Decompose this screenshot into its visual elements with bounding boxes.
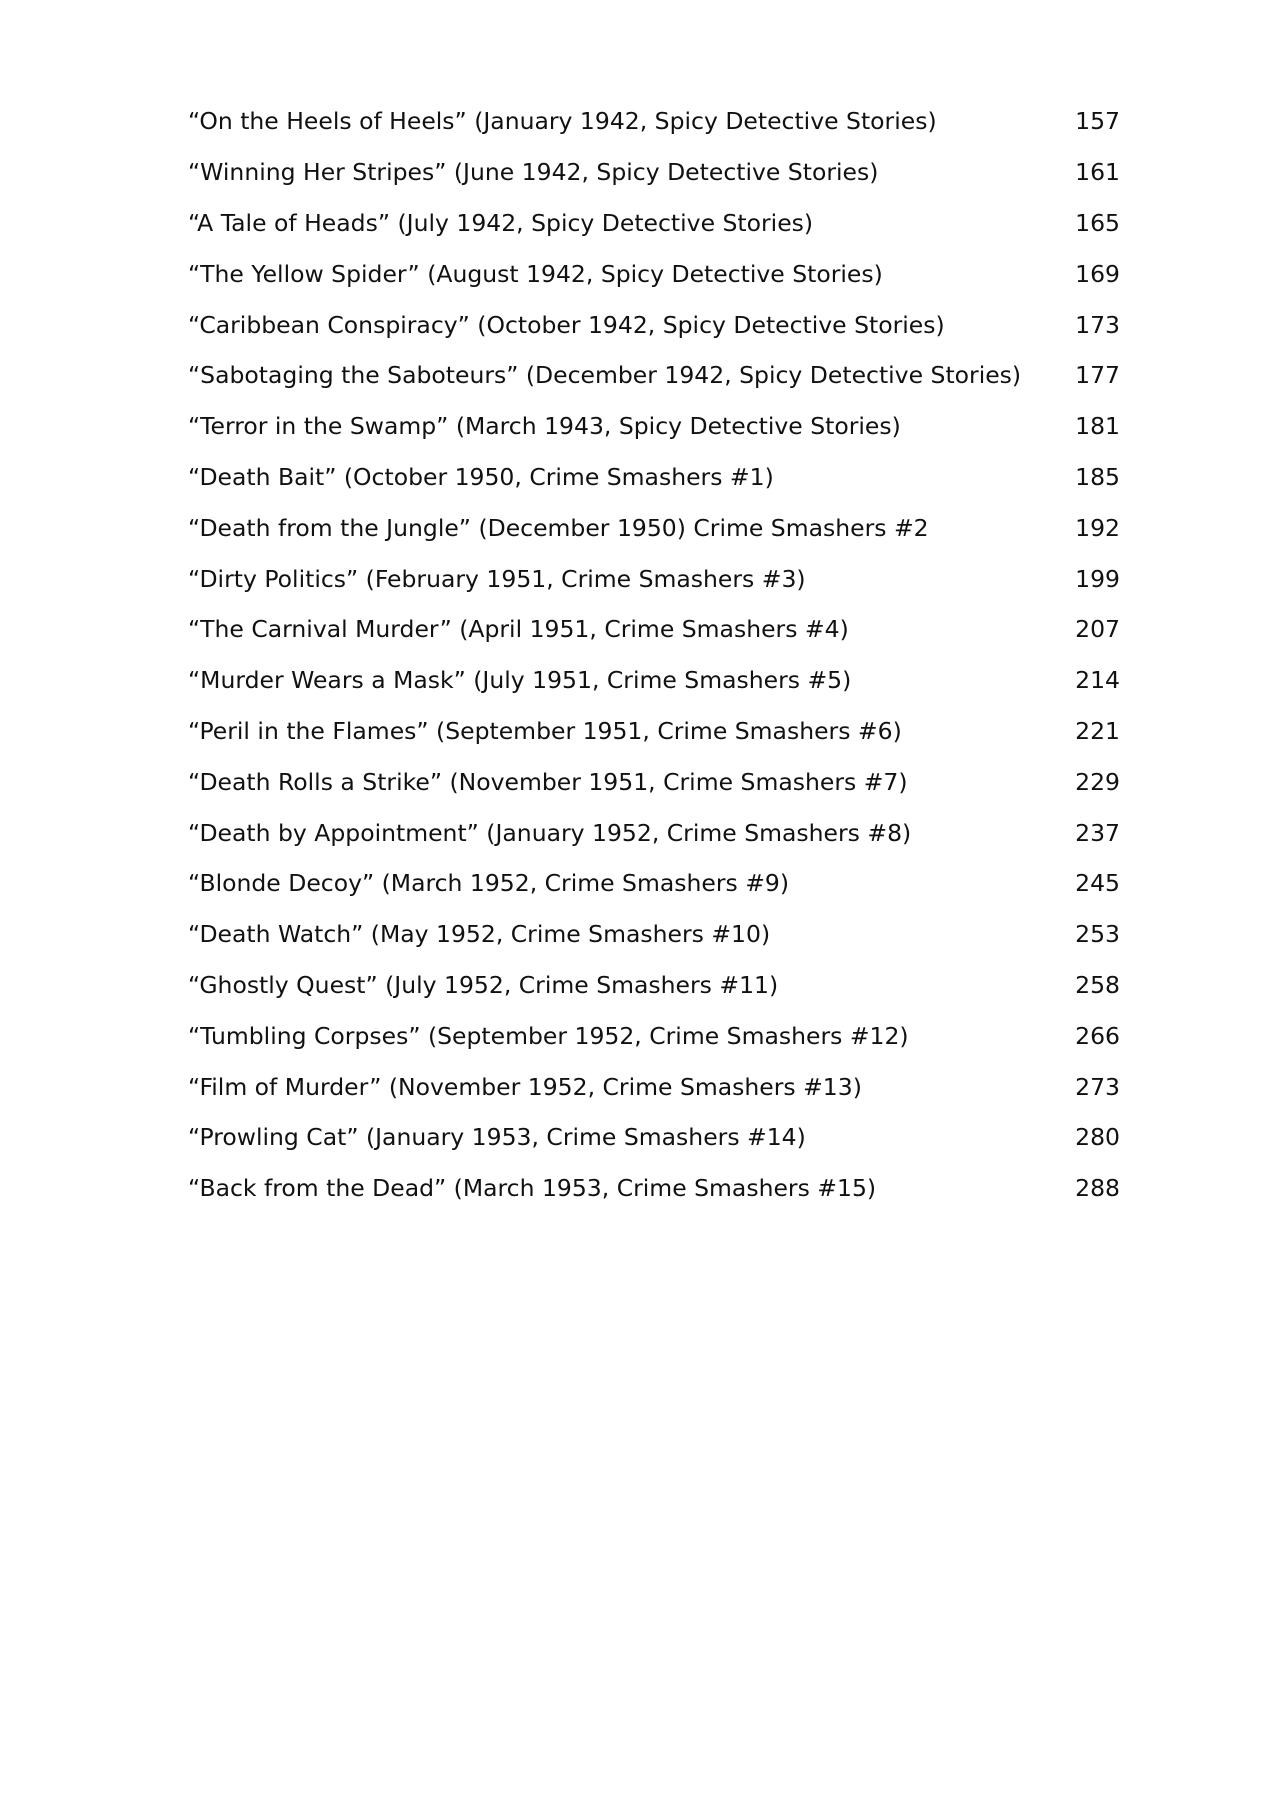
toc-entry bbox=[188, 401, 1120, 452]
toc-entry bbox=[188, 706, 1120, 757]
toc-entry-title: “A Tale of Heads” (July 1942, Spicy Detective Stories) bbox=[188, 208, 814, 237]
toc-entry-title: “Dirty Politics” (February 1951, Crime Smashers #3) bbox=[188, 564, 806, 593]
toc-entry-title: “Ghostly Quest” (July 1952, Crime Smashers #11) bbox=[188, 970, 779, 999]
toc-entry bbox=[188, 1010, 1120, 1061]
toc-entry bbox=[188, 248, 1120, 299]
toc-entry-page-number: 185 bbox=[1075, 462, 1120, 491]
toc-entry-page-number: 245 bbox=[1075, 869, 1120, 898]
toc-entry-page-number: 181 bbox=[1075, 412, 1120, 441]
toc-entry-title: “Terror in the Swamp” (March 1943, Spicy Detective Stories) bbox=[188, 412, 901, 441]
toc-entry bbox=[188, 553, 1120, 604]
toc-entry bbox=[188, 1163, 1120, 1214]
toc-entry-title: “Peril in the Flames” (September 1951, Crime Smashers #6) bbox=[188, 716, 902, 745]
toc-entry bbox=[188, 807, 1120, 858]
toc-entry-page-number: 280 bbox=[1075, 1123, 1120, 1152]
toc-entry-page-number: 199 bbox=[1075, 564, 1120, 593]
toc-entry bbox=[188, 350, 1120, 401]
table-of-contents bbox=[188, 96, 1120, 1214]
toc-entry-page-number: 173 bbox=[1075, 310, 1120, 339]
toc-entry-page-number: 258 bbox=[1075, 970, 1120, 999]
toc-entry bbox=[188, 604, 1120, 655]
toc-entry-title: “Murder Wears a Mask” (July 1951, Crime Smashers #5) bbox=[188, 666, 852, 695]
toc-entry-page-number: 157 bbox=[1075, 107, 1120, 136]
toc-entry-title: “Prowling Cat” (January 1953, Crime Smashers #14) bbox=[188, 1123, 806, 1152]
toc-entry-title: “Film of Murder” (November 1952, Crime Smashers #13) bbox=[188, 1072, 862, 1101]
toc-entry-title: “Caribbean Conspiracy” (October 1942, Spicy Detective Stories) bbox=[188, 310, 945, 339]
toc-entry-page-number: 266 bbox=[1075, 1021, 1120, 1050]
toc-entry bbox=[188, 655, 1120, 706]
toc-entry-title: “Death Bait” (October 1950, Crime Smashers #1) bbox=[188, 462, 774, 491]
toc-entry-title: “On the Heels of Heels” (January 1942, Spicy Detective Stories) bbox=[188, 107, 937, 136]
toc-entry bbox=[188, 147, 1120, 198]
toc-entry bbox=[188, 1112, 1120, 1163]
toc-entry-page-number: 177 bbox=[1075, 361, 1120, 390]
toc-entry bbox=[188, 960, 1120, 1011]
toc-entry-title: “Death Rolls a Strike” (November 1951, Crime Smashers #7) bbox=[188, 767, 908, 796]
toc-entry-page-number: 253 bbox=[1075, 920, 1120, 949]
toc-entry-title: “Tumbling Corpses” (September 1952, Crime Smashers #12) bbox=[188, 1021, 909, 1050]
toc-entry-title: “The Carnival Murder” (April 1951, Crime Smashers #4) bbox=[188, 615, 849, 644]
toc-entry-page-number: 161 bbox=[1075, 158, 1120, 187]
toc-entry bbox=[188, 299, 1120, 350]
toc-entry bbox=[188, 858, 1120, 909]
toc-entry-title: “The Yellow Spider” (August 1942, Spicy Detective Stories) bbox=[188, 259, 883, 288]
toc-entry-title: “Back from the Dead” (March 1953, Crime Smashers #15) bbox=[188, 1174, 877, 1203]
toc-entry-page-number: 192 bbox=[1075, 513, 1120, 542]
toc-entry-page-number: 207 bbox=[1075, 615, 1120, 644]
toc-entry-page-number: 288 bbox=[1075, 1174, 1120, 1203]
toc-entry-title: “Blonde Decoy” (March 1952, Crime Smashers #9) bbox=[188, 869, 790, 898]
toc-entry bbox=[188, 96, 1120, 147]
toc-entry bbox=[188, 1061, 1120, 1112]
toc-entry-page-number: 237 bbox=[1075, 818, 1120, 847]
toc-entry-title: “Death by Appointment” (January 1952, Crime Smashers #8) bbox=[188, 818, 912, 847]
toc-entry-title: “Sabotaging the Saboteurs” (December 1942, Spicy Detective Stories) bbox=[188, 361, 1022, 390]
toc-entry bbox=[188, 502, 1120, 553]
toc-entry-page-number: 273 bbox=[1075, 1072, 1120, 1101]
toc-entry-page-number: 221 bbox=[1075, 716, 1120, 745]
toc-entry-title: “Death Watch” (May 1952, Crime Smashers #10) bbox=[188, 920, 771, 949]
toc-entry-title: “Death from the Jungle” (December 1950) Crime Smashers #2 bbox=[188, 513, 929, 542]
toc-entry bbox=[188, 452, 1120, 503]
toc-entry-title: “Winning Her Stripes” (June 1942, Spicy Detective Stories) bbox=[188, 158, 879, 187]
toc-entry-page-number: 214 bbox=[1075, 666, 1120, 695]
toc-entry-page-number: 169 bbox=[1075, 259, 1120, 288]
toc-entry bbox=[188, 198, 1120, 249]
toc-entry-page-number: 229 bbox=[1075, 767, 1120, 796]
toc-entry bbox=[188, 756, 1120, 807]
toc-entry-page-number: 165 bbox=[1075, 208, 1120, 237]
toc-entry bbox=[188, 909, 1120, 960]
